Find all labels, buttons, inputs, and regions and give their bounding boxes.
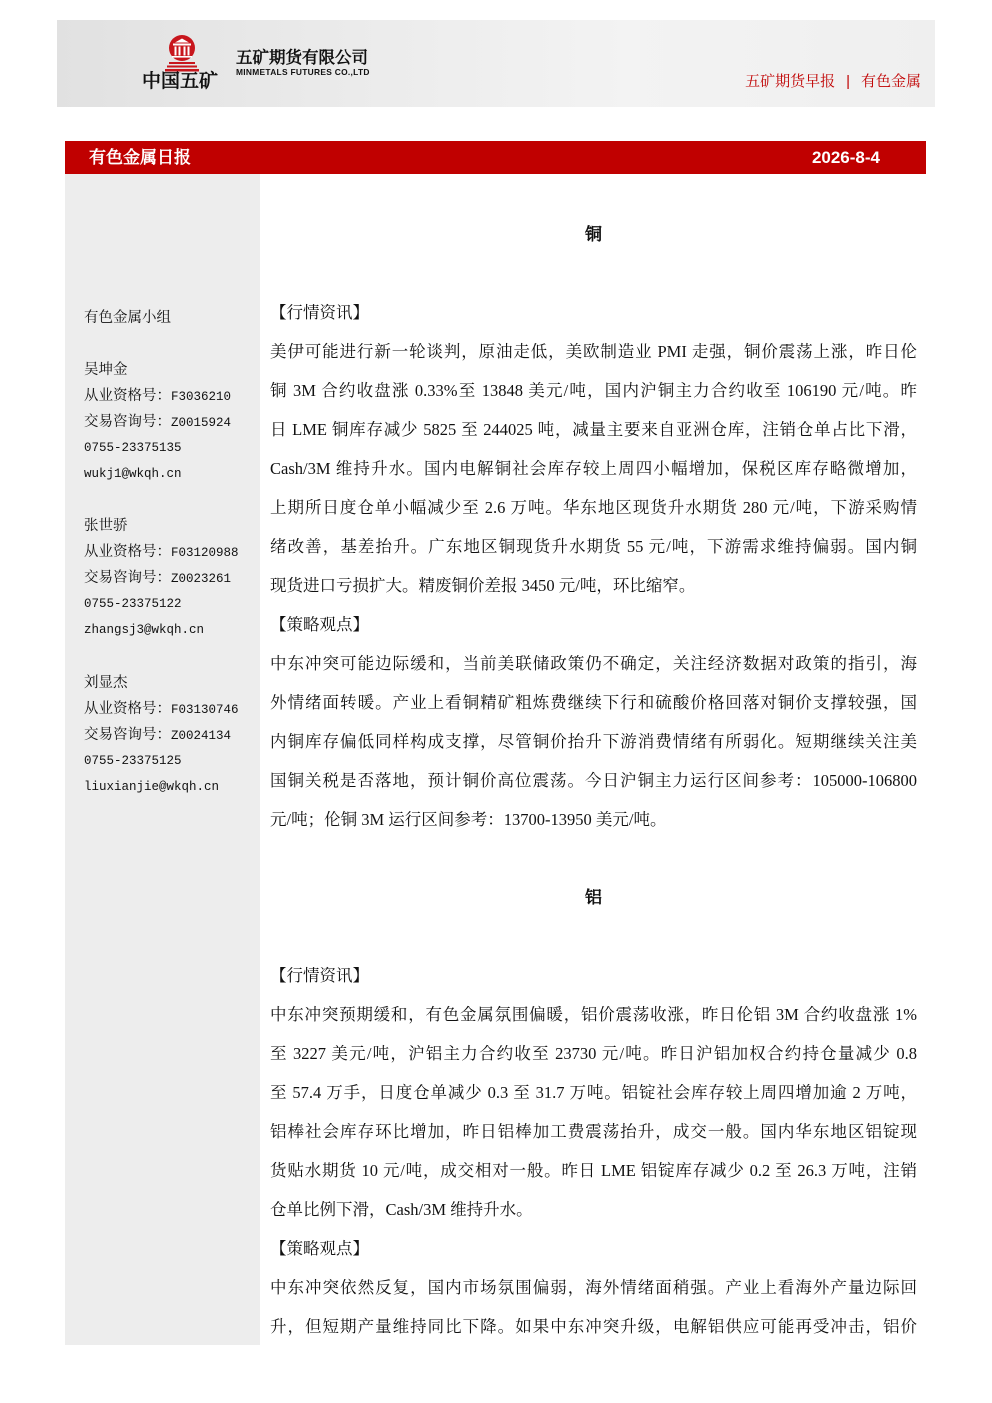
analyst-card	[84, 670, 239, 800]
qualification-row	[84, 383, 231, 409]
analyst-email: zhangsj3@wkqh.cn	[84, 623, 205, 637]
analyst-name: 刘显杰	[84, 675, 128, 691]
text-line: 至 3227 美元/吨，沪铝主力合约收至 23730 元/吨。昨日沪铝加权合约持仓量减少 0.8	[270, 1043, 917, 1063]
strategy-paragraph	[270, 644, 917, 839]
text-line: 铝棒社会库存环比增加，昨日铝棒加工费震荡抬升，成交一般。国内华东地区铝锭现	[270, 1121, 917, 1141]
analyst-phone: 0755-23375135	[84, 441, 182, 455]
qualification-number: F03130746	[171, 703, 239, 717]
text-line: 货贴水期货 10 元/吨，成交相对一般。昨日 LME 铝锭库存减少 0.2 至 26.3 万吨，注销	[270, 1160, 917, 1180]
text-line: 至 57.4 万手，日度仓单减少 0.3 至 31.7 万吨。铝锭社会库存较上周四增加逾 2 万吨，	[270, 1082, 917, 1102]
company-name-cn: 五矿期货有限公司	[236, 49, 368, 67]
report-header	[57, 20, 935, 107]
market-news-paragraph	[270, 995, 917, 1229]
report-series: 五矿期货早报	[745, 73, 836, 90]
section-title-copper: 铜	[585, 224, 602, 244]
consulting-label: 交易咨询号：	[84, 570, 171, 586]
text-line: 外情绪面转暖。产业上看铜精矿粗炼费继续下行和硫酸价格回落对铜价支撑较强，国	[270, 692, 917, 712]
qualification-number: F03120988	[171, 546, 239, 560]
report-date: 2026-8-4	[811, 148, 880, 167]
qualification-row	[84, 539, 239, 565]
analyst-name: 吴坤金	[84, 362, 128, 378]
consulting-number: Z0023261	[171, 572, 232, 586]
section-title-aluminum: 铝	[585, 887, 602, 907]
copper-section	[270, 215, 917, 839]
consulting-row	[84, 409, 231, 435]
report-title-bar	[65, 141, 926, 174]
text-line: 内铜库存偏低同样构成支撑，尽管铜价抬升下游消费情绪有所弱化。短期继续关注美	[270, 731, 917, 751]
consulting-label: 交易咨询号：	[84, 727, 171, 743]
strategy-heading: 【策略观点】	[270, 1238, 369, 1258]
group-logo-text: 中国五矿	[142, 71, 219, 92]
aluminum-section	[270, 878, 917, 1346]
text-line: 仓单比例下滑，Cash/3M 维持升水。	[270, 1199, 533, 1219]
qualification-label: 从业资格号：	[84, 701, 171, 717]
consulting-number: Z0015924	[171, 416, 232, 430]
consulting-number: Z0024134	[171, 729, 232, 743]
text-line: 元/吨；伦铜 3M 运行区间参考：13700-13950 美元/吨。	[270, 809, 667, 829]
analyst-phone: 0755-23375122	[84, 597, 182, 611]
text-line: Cash/3M 维持升水。国内电解铜社会库存较上周四小幅增加，保税区库存略微增加，	[270, 458, 917, 478]
text-line: 美伊可能进行新一轮谈判，原油走低，美欧制造业 PMI 走强，铜价震荡上涨，昨日伦	[270, 341, 917, 361]
strategy-paragraph	[270, 1268, 917, 1346]
analyst-name: 张世骄	[84, 518, 128, 534]
header-separator: |	[846, 73, 850, 90]
text-line: 国铜关税是否落地，预计铜价高位震荡。今日沪铜主力运行区间参考：105000-106800	[270, 770, 917, 790]
market-news-heading: 【行情资讯】	[270, 302, 369, 322]
text-line: 上期所日度仓单小幅减少至 2.6 万吨。华东地区现货升水期货 280 元/吨，下游采购情	[270, 497, 917, 517]
market-news-paragraph	[270, 332, 917, 605]
text-line: 中东冲突可能边际缓和，当前美联储政策仍不确定，关注经济数据对政策的指引，海	[270, 653, 917, 673]
text-line: 现货进口亏损扩大。精废铜价差报 3450 元/吨，环比缩窄。	[270, 575, 696, 595]
minmetals-logo	[165, 34, 199, 72]
market-news-heading: 【行情资讯】	[270, 965, 369, 985]
text-line: 中东冲突依然反复，国内市场氛围偏弱，海外情绪面稍强。产业上看海外产量边际回	[270, 1277, 917, 1297]
consulting-label: 交易咨询号：	[84, 414, 171, 430]
report-category: 有色金属	[860, 73, 921, 90]
team-name: 有色金属小组	[84, 310, 171, 326]
text-line: 日 LME 铜库存减少 5825 至 244025 吨，减量主要来自亚洲仓库，注销仓单占比下滑，	[270, 419, 917, 439]
strategy-heading: 【策略观点】	[270, 614, 369, 634]
analyst-card	[84, 513, 239, 643]
text-line: 中东冲突预期缓和，有色金属氛围偏暖，铝价震荡收涨，昨日伦铝 3M 合约收盘涨 1%	[270, 1004, 917, 1024]
analyst-email: wukj1@wkqh.cn	[84, 467, 182, 481]
report-body	[270, 215, 917, 1346]
text-line: 铜 3M 合约收盘涨 0.33%至 13848 美元/吨，国内沪铜主力合约收至 106190 元/吨。昨	[270, 380, 917, 400]
analyst-phone: 0755-23375125	[84, 754, 182, 768]
text-line: 升，但短期产量维持同比下降。如果中东冲突升级，电解铝供应可能再受冲击，铝价	[270, 1316, 917, 1336]
report-title: 有色金属日报	[89, 148, 191, 167]
qualification-label: 从业资格号：	[84, 388, 171, 404]
qualification-label: 从业资格号：	[84, 544, 171, 560]
analyst-card	[84, 357, 231, 487]
text-line: 绪改善，基差抬升。广东地区铜现货升水期货 55 元/吨，下游需求维持偏弱。国内铜	[270, 536, 917, 556]
report-series-label	[745, 72, 921, 92]
consulting-row	[84, 722, 239, 748]
company-name-en: MINMETALS FUTURES CO.,LTD	[236, 67, 370, 77]
qualification-row	[84, 696, 239, 722]
consulting-row	[84, 565, 239, 591]
analyst-email: liuxianjie@wkqh.cn	[84, 780, 220, 794]
qualification-number: F3036210	[171, 390, 232, 404]
